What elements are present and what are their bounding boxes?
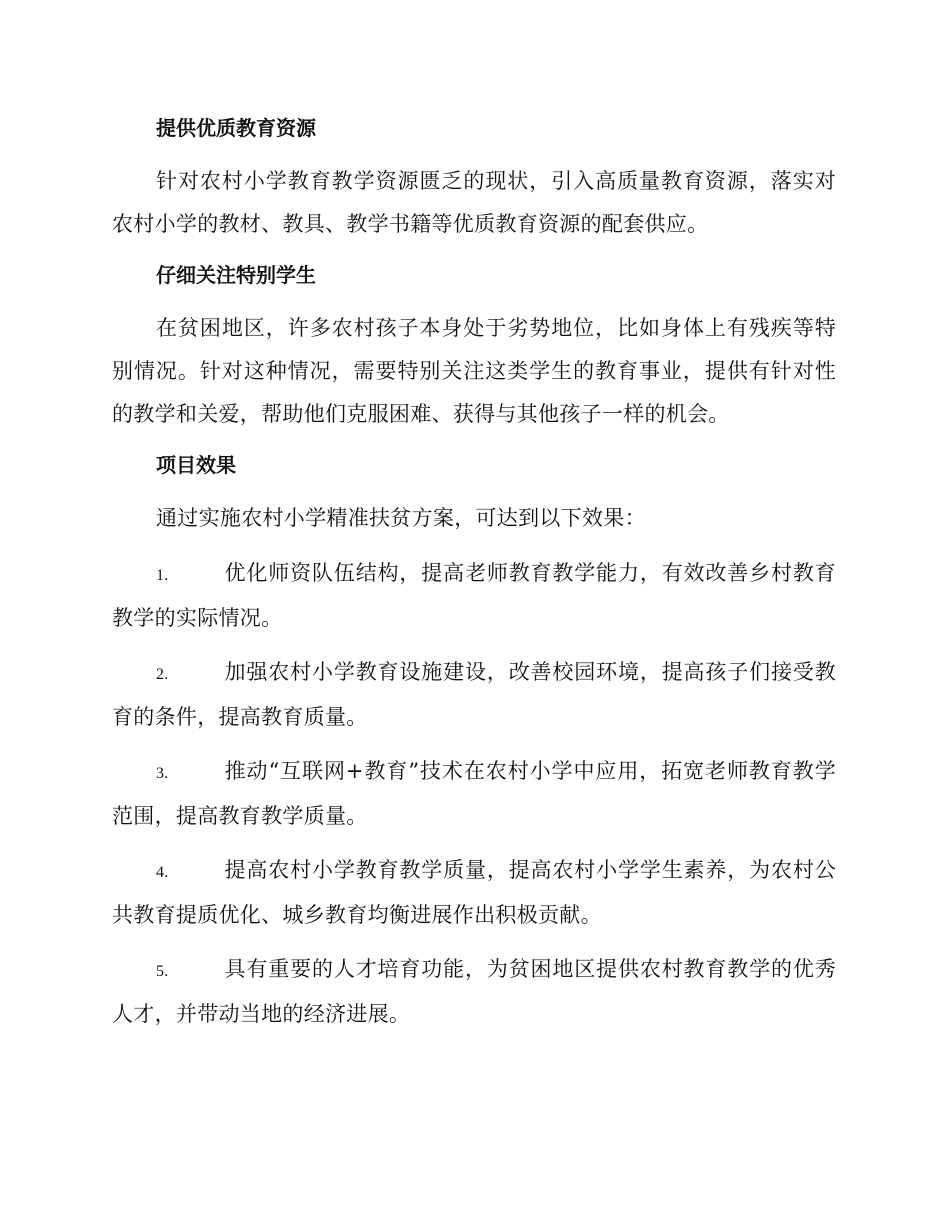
list-item-number: 5. <box>156 963 169 980</box>
list-item-number: 1. <box>156 567 169 584</box>
list-item-text: 优化师资队伍结构，提高老师教育教学能力，有效改善乡村教育教学的实际情况。 <box>112 561 836 630</box>
list-item-text: 加强农村小学教育设施建设，改善校园环境，提高孩子们接受教育的条件，提高教育质量。 <box>112 660 836 729</box>
list-item <box>112 849 836 937</box>
list-item <box>112 750 836 838</box>
list-item-text: 具有重要的人才培育功能，为贫困地区提供农村教育教学的优秀人才，并带动当地的经济进展。 <box>112 957 836 1026</box>
paragraph-resources: 针对农村小学教育教学资源匮乏的现状，引入高质量教育资源，落实对农村小学的教材、教具、教学书籍等优质教育资源的配套供应。 <box>112 169 836 236</box>
list-item-text: 推动“互联网+教育”技术在农村小学中应用，拓宽老师教育教学范围，提高教育教学质量。 <box>112 759 836 828</box>
list-item <box>112 552 836 640</box>
list-item-number: 4. <box>156 864 169 881</box>
list-item <box>112 948 836 1036</box>
list-item <box>112 651 836 739</box>
list-item-text: 提高农村小学教育教学质量，提高农村小学学生素养，为农村公共教育提质优化、城乡教育均衡进展作出积极贡献。 <box>112 858 836 927</box>
paragraph-effects-intro: 通过实施农村小学精准扶贫方案，可达到以下效果： <box>156 506 646 530</box>
section-heading-resources: 提供优质教育资源 <box>156 116 316 140</box>
paragraph-special-students: 在贫困地区，许多农村孩子本身处于劣势地位，比如身体上有残疾等特别情况。针对这种情况，需要特别关注这类学生的教育事业，提供有针对性的教学和关爱，帮助他们克服困难、获得与其他孩子一样的机会。 <box>112 316 836 426</box>
list-item-number: 2. <box>156 666 169 683</box>
document-body <box>112 108 836 1047</box>
section-heading-special-students: 仔细关注特别学生 <box>156 263 316 287</box>
section-heading-effects: 项目效果 <box>156 453 236 477</box>
list-item-number: 3. <box>156 765 169 782</box>
